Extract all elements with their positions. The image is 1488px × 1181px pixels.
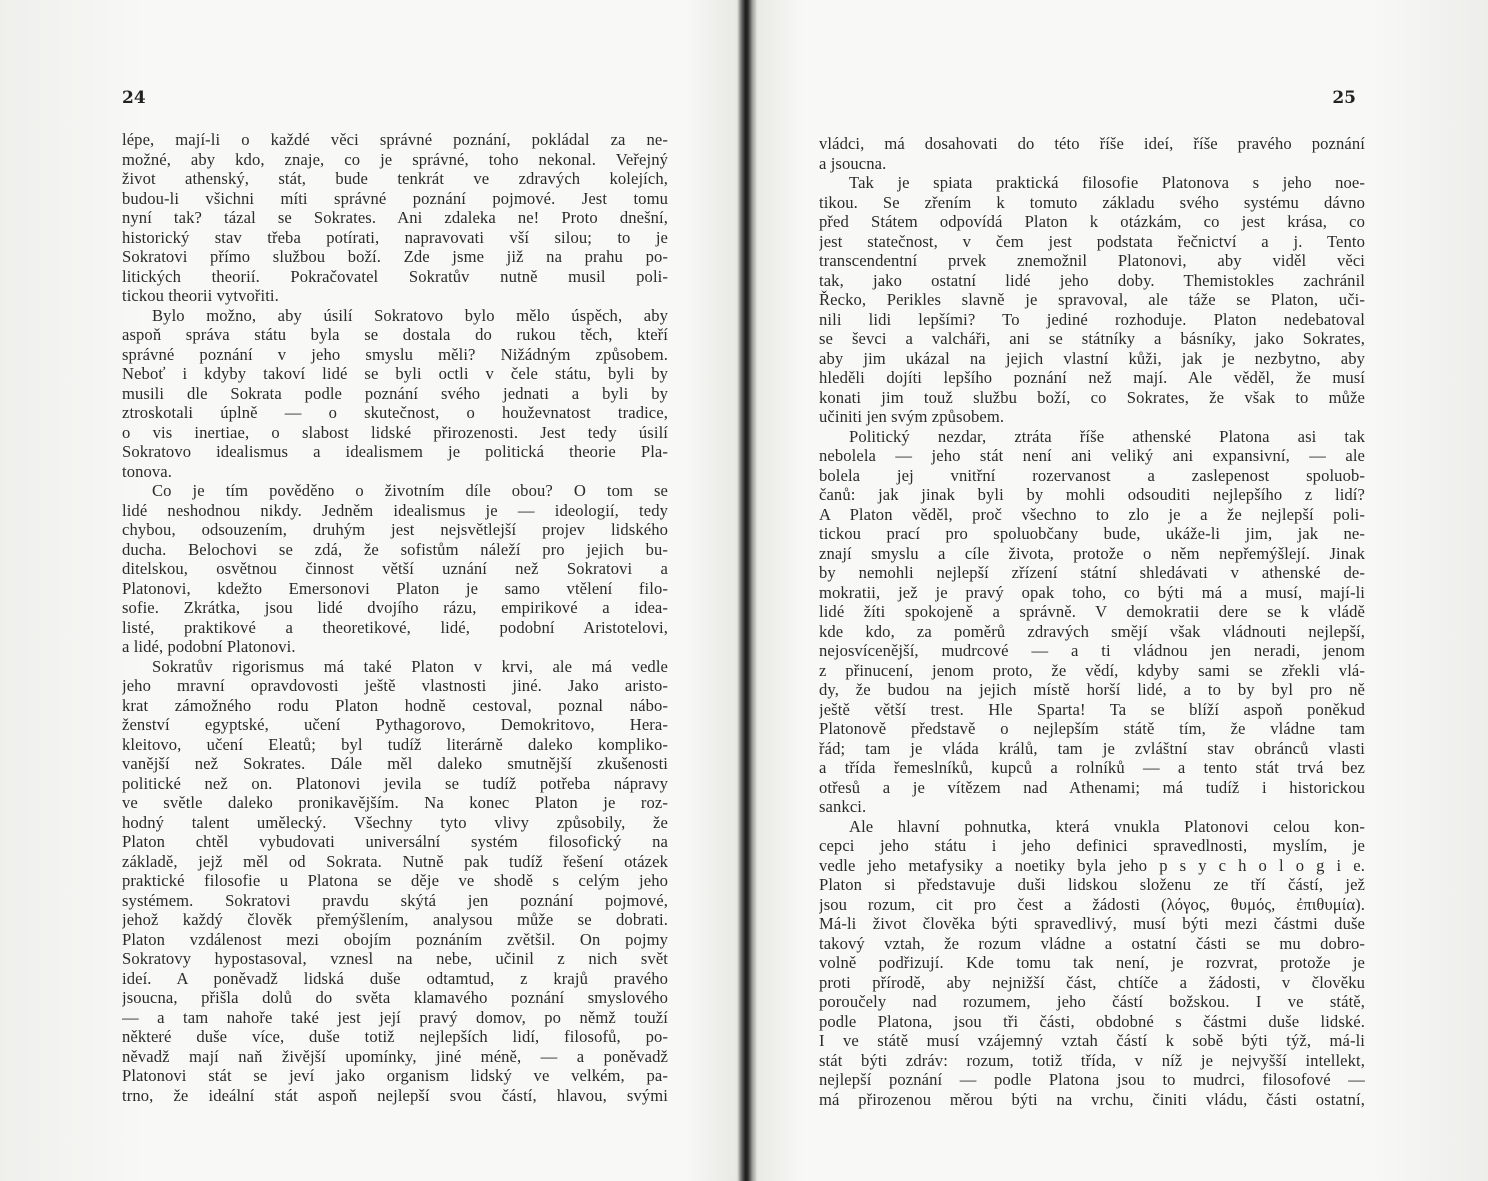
text-line: Bylo možno, aby úsilí Sokratovo bylo mělo úspěch, aby [152,305,668,325]
text-line: o vis inertiae, o slabost lidské přirozenosti. Jest tedy úsilí [122,422,668,442]
text-line: Ale hlavní pohnutka, která vnukla Platonovi celou kon- [849,816,1365,836]
text-line: aspoň správa státu byla se dostala do rukou těch, kteří [122,325,668,344]
text-line: systémem. Sokratovi pravdu skýtá jen poznání pojmové, [122,890,668,910]
text-line: nebolela — jeho stát není ani veliký ani expansivní, — ale [819,446,1365,465]
text-line: sofie. Zkrátka, jsou lidé dvojího rázu, empirikové a idea- [122,598,668,617]
text-line: litických theorií. Pokračovatel Sokratův nutně musil poli- [122,266,668,286]
text-line: nejlepší poznání — podle Platona jsou to mudrci, filosofové — [819,1070,1365,1089]
text-line: jsou rozum, cit pro čest a žádosti (λόγος, θυμός, ἐπιθυμία). [819,894,1365,914]
text-line: hleděli dojíti lepšího poznání než mají. Ale věděl, že musí [819,368,1365,387]
text-line: tickou theorii vytvořiti. [122,286,279,305]
text-line: a lidé, podobní Platonovi. [122,637,296,656]
text-line: praktické filosofie u Platona se děje ve shodě s celým jeho [122,871,668,890]
text-line: politické než on. Platonovi jevila se tudíž potřeba nápravy [122,773,668,793]
text-line: bolela jej vnitřní rozervanost a zaslepenost spoluob- [819,465,1365,485]
text-line: Politický nezdar, ztráta říše athenské Platona asi tak [849,426,1365,446]
text-line: dy, že budou na jejich místě horší lidé, a to by byl pro ně [819,680,1365,699]
text-line: vládci, má dosahovati do této říše ideí, říše pravého poznání [819,134,1365,153]
text-line: listé, praktikové a theoretikové, lidé, podobní Aristotelovi, [122,617,668,637]
text-line: má přirozenou měrou býti na vrchu, činiti vládu, části ostatní, [819,1089,1365,1109]
text-line: ženství egyptské, učení Pythagorovo, Demokritovo, Hera- [122,715,668,734]
text-line: trno, že ideální stát aspoň nejlepší svou částí, hlavou, svými [122,1085,668,1105]
right-page-text [819,134,1365,1109]
text-line: kleitovo, učení Eleatů; byl tudíž literárně daleko kompliko- [122,734,668,754]
text-line: nili lidi lepšími? To jediné rozhoduje. Platon nedebatoval [819,309,1365,329]
text-line: Neboť i kdyby takoví lidé se byli octli v čele státu, byli by [122,364,668,383]
text-line: A Platon věděl, proč všechno to zlo je a že nejlepší poli- [819,504,1365,524]
right-page [746,0,1488,1181]
text-line: nejosvícenější, mudrcové — a ti vládnou jen neradi, jenom [819,641,1365,660]
text-line: tikou. Se zřením k tomuto základu svého systému dávno [819,192,1365,212]
text-line: vanější než Sokrates. Dále měl daleko smutnější zkušenosti [122,754,668,773]
text-line: správné poznání v jeho smyslu měli? Nižádným způsobem. [122,344,668,364]
text-line: jehož každý člověk přemýšlením, analysou může se dobrati. [122,910,668,929]
text-line: ve světle daleko pronikavějším. Na konec Platon je roz- [122,793,668,812]
text-line: transcendentní prvek znemožnil Platonovi, aby viděl věci [819,251,1365,270]
text-line: ducha. Belochovi se zdá, že sofistům náleží pro jejich bu- [122,539,668,559]
text-line: lidé neshodnou nikdy. Jedněm idealismus je — ideologií, tedy [122,500,668,520]
text-line: budou-li všichni míti správné poznání pojmové. Jest tomu [122,188,668,208]
text-line: řád; tam je vláda králů, tam je zvláštní stav obránců vlasti [819,738,1365,758]
text-line: Co je tím pověděno o životním díle obou? O tom se [152,481,668,500]
text-line: čanů: jak jinak byli by mohli odsouditi nejlepšího z lidí? [819,485,1365,504]
text-line: něvadž mají naň živější upomínky, jiné méně, — a poněvadž [122,1046,668,1066]
text-line: nyní tak? tázal se Sokrates. Ani zdaleka ne! Proto dnešní, [122,208,668,227]
text-line: podle Platona, jsou tři části, obdobné s částmi duše lidské. [819,1011,1365,1031]
text-line: Platonovi, kdežto Emersonovi Platon je samo vtělení filo- [122,578,668,598]
text-line: — a tam nahoře také jest její pravý domov, po němž touží [122,1007,668,1027]
text-line: a třída řemeslníků, kupců a rolníků — a tento stát trvá bez [819,758,1365,777]
text-line: tonova. [122,461,173,481]
text-line: otřesů a je vítězem nad Athenami; má tudíž i historickou [819,777,1365,797]
text-line: proti přírodě, aby nejnižší část, chtíče a žádosti, v člověku [819,972,1365,992]
left-page-text [122,130,668,1105]
text-line: mokratii, jež je pravý opak toho, co býti má a musí, mají-li [819,582,1365,602]
text-line: Má-li život člověka býti spravedlivý, musí býti mezi částmi duše [819,914,1365,933]
text-line: stát býti zdráv: rozum, totiž třída, v níž je nejvyšší intellekt, [819,1050,1365,1070]
text-line: Platonovi stát se jeví jako organism lidský ve velkém, pa- [122,1066,668,1085]
text-line: Sokratův rigorismus má také Platon v krvi, ale má vedle [152,656,668,676]
text-line: I ve státě musí vzájemný vztah částí k sobě býti týž, má-li [819,1031,1365,1050]
text-line: historický stav třeba potírati, napravovati vší silou; to je [122,227,668,247]
text-line: jsoucna, přišla dolů do světa klamavého poznání smyslového [122,988,668,1007]
text-line: lidé žíti spokojeně a správně. V demokratii dere se k vládě [819,602,1365,621]
text-line: aby jim ukázal na jejich vlastní kůži, jak je nezbytno, aby [819,348,1365,368]
text-line: před Státem odpovídá Platon k otázkám, co jest krása, co [819,212,1365,231]
text-line: krat zámožného rodu Platon hodně cestoval, poznal nábo- [122,695,668,715]
text-line: tickou prací pro spoluobčany bude, ukáže-li jim, jak ne- [819,524,1365,543]
text-line: Tak je spiata praktická filosofie Platonova s jeho noe- [849,173,1365,192]
text-line: a jsoucna. [819,153,887,173]
text-line: Sokratovy hypostasoval, vznesl na nebe, učinil z nich svět [122,949,668,968]
text-line: sankci. [819,797,867,816]
text-line: Platon chtěl vybudovati universální systém filosofický na [122,832,668,851]
text-line: učiniti jen svým způsobem. [819,407,1005,426]
text-line: Platonově představě o nejlepším státě tím, že vládne tam [819,719,1365,738]
text-line: jest statečnost, v čem jest podstata řečnictví a j. Tento [819,231,1365,251]
page-number-right: 25 [1332,88,1356,108]
text-line: jeho mravní opravdovosti ještě vlastnosti jiné. Jako aristo- [122,676,668,695]
text-line: některé duše více, duše totiž nejlepších lidí, filosofů, po- [122,1027,668,1046]
text-line: chybou, odsouzením, druhým jest nejsvětlejší projev lidského [122,520,668,539]
page-number-left: 24 [122,88,146,108]
text-line: by nemohli nejlepší zřízení státní shledávati v athenské de- [819,563,1365,582]
text-line: musili dle Sokrata podle poznání svého jednati a byli by [122,383,668,403]
text-line: konati jim touž službu boží, co Sokrates, že však to může [819,387,1365,407]
text-line: základě, jejž měl od Sokrata. Nutně pak tudíž řešení otázek [122,851,668,871]
text-line: ještě větší trest. Hle Sparta! Ta se blíží aspoň poněkud [819,699,1365,719]
text-line: možné, aby kdo, znaje, co je správné, toho nekonal. Veřejný [122,149,668,169]
text-line: Sokratovo idealismus a idealismem je politická theorie Pla- [122,442,668,461]
text-line: Platon si představuje duši lidskou složenu ze tří částí, jež [819,875,1365,894]
text-line: vedle jeho metafysiky a noetiky byla jeho p s y c h o l o g i e. [819,855,1365,875]
text-line: kde kdo, za poměrů zdravých smějí však vládnouti nejlepší, [819,621,1365,641]
text-line: ztroskotali úplně — o skutečnost, o houževnatost tradice, [122,403,668,422]
text-line: cepci jeho státu i jeho definici spravedlnosti, myslím, je [819,836,1365,855]
text-line: z přinucení, jenom proto, že vědí, kdyby sami se zřekli vlá- [819,660,1365,680]
text-line: tak, jako ostatní lidé jeho doby. Themistokles zachránil [819,270,1365,290]
text-line: Řecko, Perikles slavně je spravoval, ale táže se Platon, uči- [819,290,1365,309]
text-line: ideí. A poněvadž lidská duše odtamtud, z krajů pravého [122,968,668,988]
text-line: ditelskou, osvětnou činnost větší uznání než Sokratovi a [122,559,668,578]
text-line: takový vztah, že rozum vládne a ostatní části se mu dobro- [819,933,1365,953]
text-line: hodný talent umělecký. Všechny tyto vlivy způsobily, že [122,812,668,832]
text-line: znají smyslu a cíle života, protože o něm nepřemýšlejí. Jinak [819,543,1365,563]
text-line: Platon vzdálenost mezi obojím poznáním zvětšil. On pojmy [122,929,668,949]
text-line: poroučely nad rozumem, jeho částí božskou. I ve státě, [819,992,1365,1011]
text-line: lépe, mají-li o každé věci správné poznání, pokládal za ne- [122,130,668,149]
text-line: život athenský, stát, bude tenkrát ve zdravých kolejích, [122,169,668,188]
text-line: se ševci a valcháři, ani se státníky a básníky, jako Sokrates, [819,329,1365,348]
text-line: Sokratovi přímo službou boží. Zde jsme již na prahu po- [122,247,668,266]
text-line: volně podřizují. Kde tomu tak není, je rozvrat, protože je [819,953,1365,972]
